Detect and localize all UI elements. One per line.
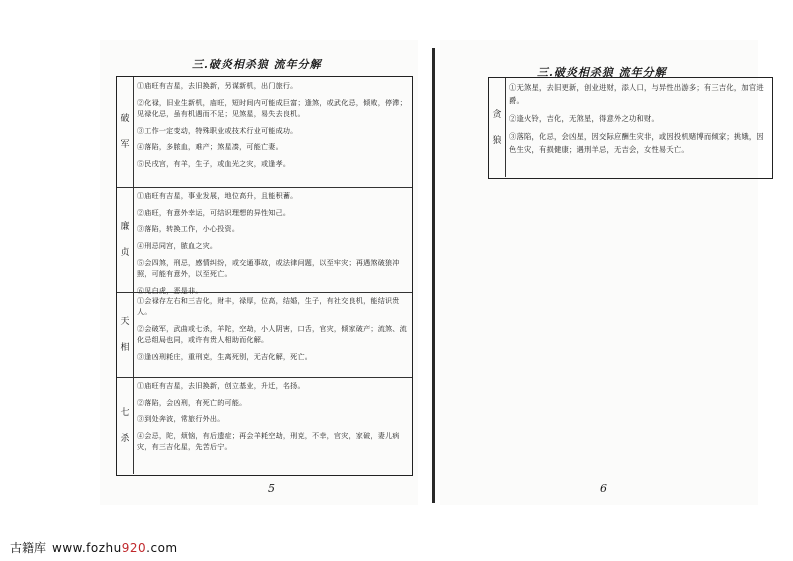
section-label: 破 军 xyxy=(117,77,134,187)
list-item: ③逢凶刑耗庄，重刑克，生离死别，无吉化解，死亡。 xyxy=(137,351,313,361)
list-item: ①庙旺有吉星，事业发展，地位高升，且能积蓄。 xyxy=(137,191,298,200)
list-item: ①庙旺有吉星，去旧换新，另谋新机，出门旅行。 xyxy=(137,81,298,90)
section-label: 天 相 xyxy=(117,292,134,377)
list-item: ①庙旺有吉星，去旧换新，创立基业，升迁，名扬。 xyxy=(137,381,305,390)
list-item: ①会禄存左右和三吉化，财丰，禄厚，位高，结婚，生子，有社交良机，能结识贵人。 xyxy=(137,296,400,317)
page-title: 三.破炎相杀狼 流年分解 xyxy=(537,66,667,79)
list-item: ⑤会四煞，刑忌，感情纠纷，或交通事故，或法律问题，以至牢灾；再遇煞破狼冲照，可能有意外，以至死亡。 xyxy=(137,257,400,279)
list-item: ②逢火铃，吉化，无煞星，得意外之功和财。 xyxy=(509,114,659,123)
right-page xyxy=(440,40,764,505)
list-item: ①无煞星，去旧更新，创业进财，添人口，与异性出游多；有三吉化，加官进爵。 xyxy=(509,83,764,105)
book-spine xyxy=(432,48,435,503)
list-item: ③落陷，转换工作，小心投资。 xyxy=(137,224,240,234)
section-tianxiang xyxy=(117,292,412,378)
star-table xyxy=(116,76,413,476)
section-label: 贪 狼 xyxy=(489,78,506,177)
list-item: ②化禄，旧业生新机，庙旺，短时间内可能成巨富；逢煞，或武化忌，倾败，停滞；见禄化忌，虽有机遇而不足；见煞星，易失去良机。 xyxy=(137,97,407,118)
site-footer xyxy=(10,539,178,556)
left-page xyxy=(100,40,418,505)
page-number: 6 xyxy=(600,482,607,495)
list-item: ②庙旺，有意外幸运，可结识理想的异性知己。 xyxy=(137,207,291,217)
list-item: ②落陷，会凶刑，有死亡的可能。 xyxy=(137,397,247,407)
list-item: ③工作一定变动，特殊职业或技术行业可能成功。 xyxy=(137,125,298,135)
section-qisha xyxy=(117,377,412,474)
brand-name: 古籍库 xyxy=(10,541,47,555)
star-table xyxy=(488,77,773,179)
section-tanlang xyxy=(489,78,772,177)
page-number: 5 xyxy=(268,482,275,495)
list-item: ⑥见白虎，恶是非。 xyxy=(137,285,203,295)
section-lianzhen xyxy=(117,187,412,293)
list-item: ④会忌，陀，烦恼，有后遗症；再会羊耗空劫，刑克，不幸，官灾，家破，妻儿病灾，有三吉化星，先苦后宁。 xyxy=(137,431,400,452)
site-url[interactable]: www.fozhu920.com xyxy=(52,541,178,555)
section-pojun xyxy=(117,77,412,188)
section-label: 七 杀 xyxy=(117,377,134,474)
list-item: ④刑忌同宫，脓血之灾。 xyxy=(137,241,218,251)
list-item: ④落陷，多脓血，难产；煞星凑，可能亡妻。 xyxy=(137,142,283,152)
list-item: ②会破军，武曲或七杀，羊陀，空劫，小人阴害，口舌，官灾，倾家破产；流煞、流化忌组局也同，或许有贵人相助而化解。 xyxy=(137,323,407,345)
list-item: ⑤民戌宫，有羊，生子，或血光之灾，或逢孝。 xyxy=(137,159,291,169)
list-item: ③落陷，化忌，会凶星，因交际应酬生灾非，或因投机赌博而倾家；挑娥，因色生灾，有损健康；遇刑羊忌，无吉会，女性易夭亡。 xyxy=(509,132,764,154)
page-title: 三.破炎相杀狼 流年分解 xyxy=(192,58,322,71)
section-label: 廉 贞 xyxy=(117,187,134,292)
list-item: ③到处奔波，常旅行外出。 xyxy=(137,414,225,424)
